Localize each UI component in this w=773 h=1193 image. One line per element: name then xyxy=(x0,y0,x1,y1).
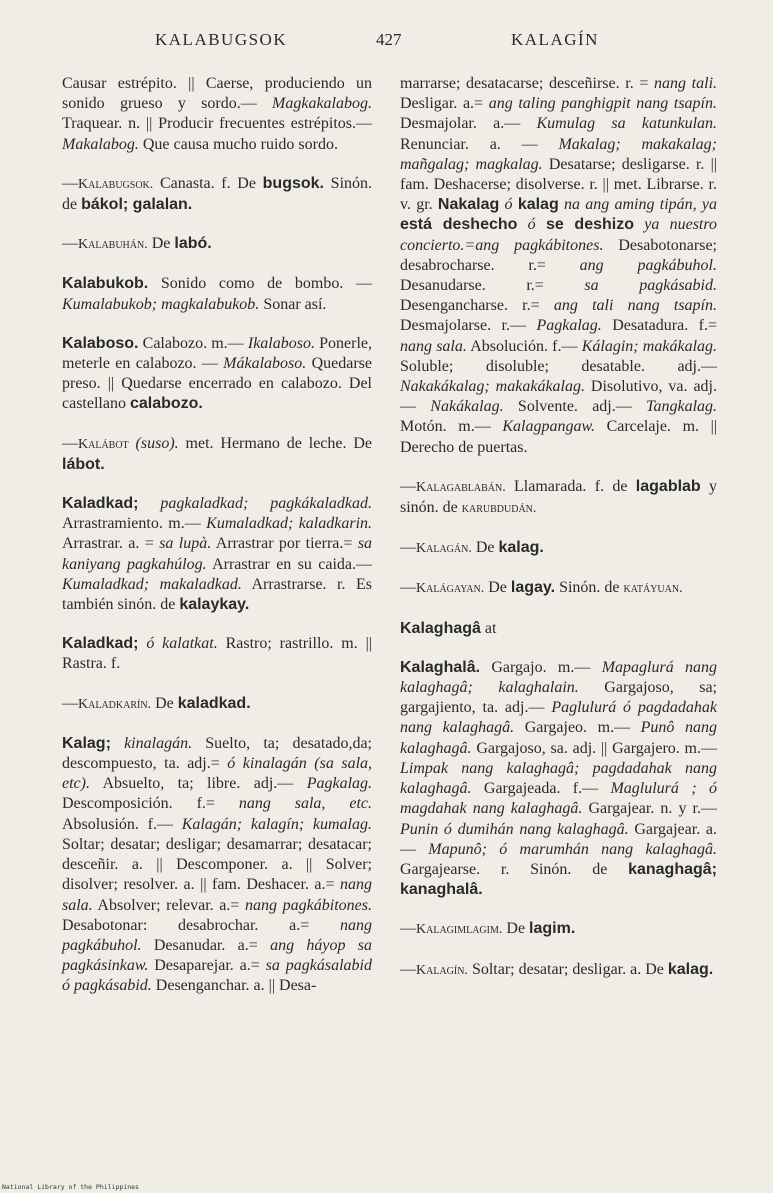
entry-kalag xyxy=(62,734,372,997)
entry-text: Desabotonar: desabrochar. a.= xyxy=(62,916,340,934)
tagalog-term: Punin ó dumihán nang kalaghagâ. xyxy=(400,820,629,838)
entry-text: Desmajolar. a.— xyxy=(400,115,521,133)
tagalog-term: nang pagkábitones. xyxy=(245,896,372,914)
bold-term: lábot. xyxy=(62,455,105,473)
entry-text: Solvente. adj.— xyxy=(517,398,632,416)
tagalog-term: Paglulurá ó pagdadahak nang kalaghagâ. xyxy=(400,699,717,737)
tagalog-term: ang taling panghigpit nang tsapín. xyxy=(488,95,717,113)
entry-text: Motón. m.— xyxy=(400,418,491,436)
entry-text: De xyxy=(488,579,511,597)
cross-ref-headword: Kalabuhán. xyxy=(78,237,148,253)
dash: — xyxy=(400,579,416,597)
entry-text: Arrastramiento. m.— xyxy=(62,515,201,533)
right-guide-word: KALAGÍN xyxy=(511,30,599,49)
tagalog-term: sa lupà. xyxy=(159,535,212,553)
dash: — xyxy=(400,960,416,978)
tagalog-term: ó kinalagán (sa sala, etc). xyxy=(62,755,373,793)
entry-text: at xyxy=(484,619,497,637)
tagalog-term: ó xyxy=(517,216,546,234)
entry-text: Gargajo. m.— xyxy=(491,658,591,676)
dash: — xyxy=(62,694,78,712)
tagalog-term: Kalagán; kalagín; kumalag. xyxy=(181,815,372,833)
headword: Kalaghagâ xyxy=(400,619,481,637)
bold-term: lagay. xyxy=(510,579,556,597)
cross-ref-headword: Kalágayan. xyxy=(416,581,485,597)
bold-term: Nakalag xyxy=(437,196,500,214)
cross-ref-term: katáyuan. xyxy=(623,581,683,597)
bold-term: lagim. xyxy=(529,920,576,938)
bold-term: calabozo. xyxy=(129,395,203,413)
entry-text: Arrastrar por tierra.= xyxy=(215,535,358,553)
entry-text: Gargajoso, sa; gargajiento, ta. adj.— xyxy=(400,679,718,717)
entry-kalabukob xyxy=(62,274,372,314)
entry-text: Desabotonarse; desabrocharse. r.= xyxy=(400,236,717,274)
entry-kalaghaga xyxy=(400,619,717,639)
bold-term: kaladkad. xyxy=(177,694,251,712)
tagalog-term: Kumulag sa katunkulan. xyxy=(536,115,718,133)
entry-kalabugsok xyxy=(62,174,372,215)
entry-kalagan xyxy=(400,538,717,559)
tagalog-term: ang tali nang tsapín. xyxy=(553,297,718,315)
tagalog-term: sa kaniyang pagkahúlog. xyxy=(62,535,373,573)
tagalog-term: Pagkalag. xyxy=(306,775,373,793)
tagalog-term: Kalagpangaw. xyxy=(502,418,595,436)
tagalog-term: Ikalaboso. xyxy=(247,334,315,352)
headword: Kalabukob. xyxy=(62,275,149,293)
dash: — xyxy=(62,174,78,192)
dash: — xyxy=(62,235,78,253)
bold-term: kalaykay. xyxy=(179,596,250,614)
entry-text: Desatadura. f.= xyxy=(612,317,718,335)
entry-text: marrarse; desatacarse; desceñirse. r. = xyxy=(400,75,649,92)
entry-text: Gargajear. a.— xyxy=(400,820,718,858)
entry-text: Canasta. f. De xyxy=(159,174,263,192)
dash: — xyxy=(400,477,416,495)
entry-text: Soltar; desatar; desligar. a. De xyxy=(471,960,668,978)
tagalog-term: nang sala. xyxy=(62,876,373,914)
cross-ref-headword: Kalagimlagim. xyxy=(416,922,503,938)
entry-kalag-continued xyxy=(400,74,717,458)
tagalog-term: Nakákalag. xyxy=(430,398,504,416)
tagalog-term: makakákalag. xyxy=(489,378,585,396)
tagalog-term: Mákalaboso. xyxy=(223,355,307,373)
entry-text: Sonido como de bombo. — xyxy=(160,275,373,293)
entry-text: Absolusión. f.— xyxy=(62,815,173,833)
tagalog-term: Nakakákalag; xyxy=(400,378,490,396)
tagalog-term: Kálagin; makákalag. xyxy=(581,337,718,355)
entry-text: Gargajoso, sa. adj. || Gargajero. m.— xyxy=(476,739,717,757)
tagalog-term: ang háyop sa pagkásinkaw. xyxy=(62,936,373,975)
entry-text: Suelto, ta; desatado,da; descompuesto, ta. adj.= xyxy=(62,734,372,773)
cross-ref-term: karubdudán. xyxy=(461,501,537,517)
entry-kaladkad-rastro xyxy=(62,634,372,674)
entry-text: Llamarada. f. de xyxy=(514,477,636,495)
tagalog-term: sa pagkásalabid ó pagkásabid. xyxy=(62,957,373,995)
tagalog-term: Makalabog. xyxy=(62,135,139,153)
cross-ref-headword: Kalagán. xyxy=(416,541,472,557)
cross-ref-headword: Kalábot xyxy=(78,436,129,452)
entry-kaladkarin xyxy=(62,694,372,715)
tagalog-term: Kumalabukob; magkalabukob. xyxy=(62,295,260,313)
entry-text: Gargajearse. r. Sinón. de xyxy=(400,860,629,878)
entry-kalaboso xyxy=(62,334,372,415)
entry-text: Renunciar. a. — xyxy=(400,135,559,153)
bold-term: lagablab xyxy=(635,477,701,495)
tagalog-term: Magluluráَ; ó magdahak nang kalaghagâ. xyxy=(400,780,718,818)
bold-term: kalag. xyxy=(498,539,544,557)
entry-kaladkad xyxy=(62,494,372,615)
left-column xyxy=(62,74,372,1016)
entry-text: De xyxy=(155,694,178,712)
entry-text: De xyxy=(506,920,530,938)
entry-kalabot xyxy=(62,434,372,475)
tagalog-term: Kumaladkad; makaladkad. xyxy=(62,575,242,593)
entry-text: Arrastrarse. r. Es también sinón. de xyxy=(62,575,373,614)
tagalog-term: Kumaladkad; kaladkarin. xyxy=(206,515,373,533)
bold-term: se deshizo xyxy=(545,216,634,234)
headword: Kaladkad; xyxy=(62,635,139,653)
entry-text: De xyxy=(151,235,175,253)
entry-kalabog-continued xyxy=(62,74,372,155)
dash: — xyxy=(400,539,416,557)
entry-text: y sinón. de xyxy=(400,477,718,517)
entry-text: Gargajear. n. y r.— xyxy=(588,800,718,818)
headword: Kalaboso. xyxy=(62,334,139,352)
entry-kalagayan xyxy=(400,578,717,599)
tagalog-term: Makalag; makakalag; mañgalag; magkalag. xyxy=(400,135,718,173)
headword: Kalag; xyxy=(62,734,111,752)
cross-ref-headword: Kalagablabán. xyxy=(416,479,506,495)
entry-kalagimlagim xyxy=(400,919,717,940)
tagalog-term: Pagkalag. xyxy=(536,317,602,335)
tagalog-term: Tangkalag. xyxy=(646,398,718,416)
right-column xyxy=(400,74,717,1000)
entry-text: met. Hermano de leche. De xyxy=(185,434,373,452)
headword: Kaladkad; xyxy=(62,495,139,513)
left-guide-word: KALABUGSOK xyxy=(155,30,288,49)
tagalog-term: Mapunô; ó marumhán nang kalaghagâ. xyxy=(428,840,717,858)
entry-text: Descomposición. f.= xyxy=(62,795,215,813)
running-head xyxy=(0,30,773,60)
entry-text: Desatarse; desligarse. r. || fam. Deshacerse; disolverse. r. || met. Librarse. r. v. gr. xyxy=(400,155,717,214)
bold-term: bugsok. xyxy=(262,174,324,192)
entry-text: Arrastrar. a. = xyxy=(62,535,154,553)
tagalog-term: nang tali. xyxy=(654,75,718,92)
entry-kalagablaban xyxy=(400,477,717,519)
entry-text: Absolución. f.— xyxy=(470,337,582,355)
entry-text: Que causa mucho ruido sordo. xyxy=(142,135,338,153)
bold-term: kanaghagâ; kanaghalâ. xyxy=(400,860,717,899)
entry-text: Desligar. a.= xyxy=(400,95,484,113)
tagalog-term: sa pagkásabid. xyxy=(584,277,717,295)
tagalog-term: kinalagán. xyxy=(124,734,193,752)
bold-term: kalag xyxy=(517,196,559,214)
entry-text: Soluble; disoluble; desatable. adj.— xyxy=(400,357,717,375)
entry-text: Disolutivo, va. adj.— xyxy=(400,378,717,416)
entry-text: Ponerle, meterle en calabozo. — xyxy=(62,334,373,373)
entry-text: Gargajeada. f.— xyxy=(483,780,599,798)
cross-ref-headword: Kalabugsok. xyxy=(78,176,154,192)
tagalog-term: ang pagkábuhol. xyxy=(579,256,718,274)
entry-text: Desmajolarse. r.— xyxy=(400,317,526,335)
entry-text: Rastro; rastrillo. m. || Rastra. f. xyxy=(62,635,373,673)
tagalog-term: Limpak nang kalaghagâ; pagdadahak nang kalaghagâ. xyxy=(400,759,717,798)
bold-term: labó. xyxy=(174,235,212,253)
entry-kalabuhan xyxy=(62,234,372,255)
tagalog-term: Mapaglurá nang kalaghagâ; kalaghalain. xyxy=(400,658,718,697)
tagalog-term: Punô nang kalaghagâ. xyxy=(400,719,718,757)
dash: — xyxy=(62,434,78,452)
entry-text: Sonar así. xyxy=(263,295,327,313)
entry-text: Sinón. de xyxy=(62,174,373,214)
entry-text: De xyxy=(475,539,499,557)
tagalog-term: Magkakalabog. xyxy=(272,95,372,113)
cross-ref-headword: Kalagín. xyxy=(416,962,468,978)
entry-text: Sinón. de xyxy=(559,579,624,597)
tagalog-term: ó kalatkat. xyxy=(146,635,218,653)
tagalog-term: nang sala, etc. xyxy=(238,795,372,813)
library-credit: National Library of the Philippines xyxy=(2,1183,139,1191)
entry-text: Desanudarse. r.= xyxy=(400,277,544,295)
entry-text: Causar estrépito. || Caerse, produciendo un sonido grueso y sordo.— xyxy=(62,75,372,113)
bold-term: está deshecho xyxy=(400,216,518,234)
headword: Kalaghalâ. xyxy=(400,658,481,676)
entry-text: Carcelaje. m. || Derecho de puertas. xyxy=(400,418,718,456)
entry-text: Desanudar. a.= xyxy=(153,936,271,954)
cross-ref-headword: Kaladkarín. xyxy=(78,696,152,712)
tagalog-term: na ang aming tipán, ya xyxy=(558,196,718,214)
entry-text: Soltar; desatar; desligar; desamarrar; desatacar; desceñir. a. || Descomponer. a. || Solver; disolver; resolver. a. || fam. Deshacer. a.= xyxy=(62,835,372,894)
entry-text: Traquear. n. || Producir frecuentes estrépitos.— xyxy=(62,115,372,133)
tagalog-term: (suso). xyxy=(135,434,179,452)
entry-text: Desaparejar. a.= xyxy=(154,957,260,975)
tagalog-term: nang pagkábuhol. xyxy=(62,916,372,954)
tagalog-term: pagkaladkad; pagkákaladkad. xyxy=(160,495,372,513)
entry-text: Arrastrar en su caida.— xyxy=(212,555,373,573)
bold-term: kalag. xyxy=(667,960,714,978)
entry-kalaghala xyxy=(400,658,717,900)
tagalog-term: ya nuestro concierto.=ang pagkábitones. xyxy=(400,216,718,254)
tagalog-term: ó xyxy=(499,196,518,214)
tagalog-term: nang sala. xyxy=(400,337,467,355)
entry-text: Gargajeo. m.— xyxy=(524,719,631,737)
page-number: 427 xyxy=(376,30,402,49)
entry-text: Absuelto, ta; libre. adj.— xyxy=(102,775,294,793)
dash: — xyxy=(400,920,416,938)
entry-text: Desengancharse. r.= xyxy=(400,297,540,315)
entry-kalagin xyxy=(400,960,717,981)
entry-text: Quedarse preso. || Quedarse encerrado en calabozo. Del castellano xyxy=(62,355,373,413)
bold-term: bákol; galalan. xyxy=(81,196,193,214)
entry-text: Calabozo. m.— xyxy=(142,334,244,352)
entry-text: Desenganchar. a. || Desa- xyxy=(155,977,317,995)
entry-text: Absolver; relevar. a.= xyxy=(97,896,240,914)
